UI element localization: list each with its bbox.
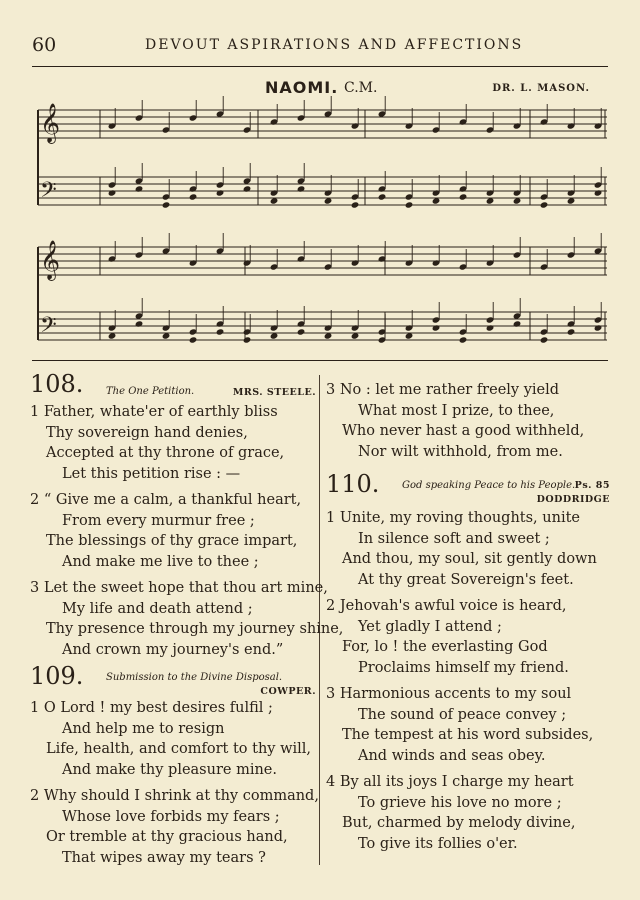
verse-line: In silence soft and sweet ;: [358, 530, 550, 547]
verse-line: Accepted at thy throne of grace,: [46, 445, 285, 461]
verse-line: And winds and seas obey.: [358, 747, 546, 764]
note-head: [216, 189, 225, 196]
note-head: [243, 185, 252, 192]
verse-line: The tempest at his word subsides,: [342, 727, 594, 743]
score-rule: [32, 360, 608, 361]
note-head: [405, 201, 414, 208]
hymn-109: [30, 662, 320, 868]
note-head: [594, 324, 603, 331]
note-head: [189, 193, 198, 200]
hymn-number: 110.: [326, 470, 380, 498]
note-head: [162, 201, 171, 208]
stanza: [30, 578, 344, 660]
stanza: [326, 508, 616, 590]
note-head: [459, 336, 468, 343]
verse-line: 2 Why should I shrink at thy command,: [30, 788, 319, 804]
stanza: [30, 698, 320, 780]
verse-line: Whose love forbids my fears ;: [62, 808, 280, 825]
verse-line: 1 Unite, my roving thoughts, unite: [326, 510, 580, 526]
hymn-110: [326, 470, 616, 854]
hymn-author: COWPER.: [260, 686, 316, 697]
hymn-title: God speaking Peace to his People.: [402, 480, 576, 491]
verse-line: 3 Let the sweet hope that thou art mine,: [30, 580, 328, 596]
verse-line: Yet gladly I attend ;: [358, 618, 502, 635]
hymn-title: Submission to the Divine Disposal.: [106, 672, 283, 683]
verse-line: 1 O Lord ! my best desires fulfil ;: [30, 700, 273, 716]
note-head: [297, 328, 306, 335]
hymn-author: MRS. STEELE.: [232, 387, 316, 398]
music-score: [0, 0, 640, 370]
verse-line: My life and death attend ;: [62, 600, 253, 617]
verse-line: And thou, my soul, sit gently down: [342, 551, 597, 567]
verse-line: But, charmed by melody divine,: [342, 815, 576, 831]
page-number: 60: [32, 34, 57, 56]
hymn-reference: Ps. 85: [574, 480, 610, 491]
note-head: [243, 336, 252, 343]
note-head: [216, 328, 225, 335]
running-title: DEVOUT ASPIRATIONS AND AFFECTIONS: [145, 37, 524, 53]
stanza: [326, 596, 616, 678]
verse-line: For, lo ! the everlasting God: [342, 639, 548, 655]
verse-line: What most I prize, to thee,: [358, 402, 555, 419]
verse-line: The blessings of thy grace impart,: [46, 533, 298, 549]
clef-symbol: 𝄢: [40, 313, 57, 343]
verse-line: At thy great Sovereign's feet.: [358, 571, 574, 588]
verse-line: Or tremble at thy gracious hand,: [46, 829, 288, 845]
note-head: [108, 189, 117, 196]
stanza-109-3: [326, 380, 616, 462]
clef-symbol: 𝄢: [40, 178, 57, 208]
note-head: [540, 336, 549, 343]
note-head: [567, 328, 576, 335]
tune-name: NAOMI.: [265, 78, 339, 97]
tune-meter: C.M.: [344, 80, 378, 96]
note-head: [135, 320, 144, 327]
left-column: [30, 370, 344, 874]
note-head: [297, 185, 306, 192]
hymn-number: 108.: [30, 370, 84, 398]
verse-line: The sound of peace convey ;: [358, 706, 567, 723]
verse-line: And make thy pleasure mine.: [62, 761, 278, 778]
note-head: [540, 201, 549, 208]
stanza: [326, 684, 616, 766]
note-head: [378, 193, 387, 200]
verse-line: 1 Father, whate'er of earthly bliss: [30, 404, 278, 420]
verse-line: And make me live to thee ;: [62, 553, 259, 570]
verse-line: 4 By all its joys I charge my heart: [326, 774, 574, 790]
verse-line: To grieve his love no more ;: [358, 794, 562, 811]
note-head: [486, 324, 495, 331]
note-head: [135, 185, 144, 192]
note-head: [594, 189, 603, 196]
verse-line: Life, health, and comfort to thy will,: [46, 741, 312, 757]
verse-line: Nor wilt withhold, from me.: [358, 443, 563, 460]
verse-line: Thy presence through my journey shine,: [46, 621, 344, 637]
verse-line: Who never hast a good withheld,: [342, 423, 585, 439]
note-head: [432, 324, 441, 331]
clef-symbol: 𝄞: [40, 103, 61, 143]
note-head: [189, 336, 198, 343]
right-column: [326, 380, 616, 860]
verse-line: 2 Jehovah's awful voice is heard,: [326, 598, 567, 614]
verse-line: And help me to resign: [62, 720, 225, 737]
note-head: [351, 201, 360, 208]
hymn-title: The One Petition.: [106, 386, 195, 397]
tune-composer: DR. L. MASON.: [492, 83, 590, 94]
note-head: [459, 193, 468, 200]
verse-line: Thy sovereign hand denies,: [46, 424, 248, 441]
stanza: [326, 772, 616, 854]
verse-line: Let this petition rise : —: [62, 465, 241, 482]
verse-line: 2 “ Give me a calm, a thankful heart,: [30, 492, 302, 508]
hymn-author: DODDRIDGE: [536, 494, 610, 505]
verse-line: To give its follies o'er.: [358, 835, 518, 852]
verse-line: From every murmur free ;: [62, 512, 255, 529]
hymn-108: [30, 370, 344, 660]
verse-line: And crown my journey's end.”: [62, 641, 284, 658]
verse-line: 3 No : let me rather freely yield: [326, 382, 560, 398]
music-systems: [38, 96, 607, 344]
stanza: [30, 490, 320, 572]
stanza: [30, 402, 320, 484]
note-head: [513, 320, 522, 327]
clef-symbol: 𝄞: [40, 240, 61, 280]
verse-line: Proclaims himself my friend.: [358, 659, 569, 676]
hymn-number: 109.: [30, 662, 84, 690]
verse-line: 3 Harmonious accents to my soul: [326, 686, 572, 702]
verse-line: That wipes away my tears ?: [62, 849, 266, 866]
stanza: [30, 786, 320, 868]
